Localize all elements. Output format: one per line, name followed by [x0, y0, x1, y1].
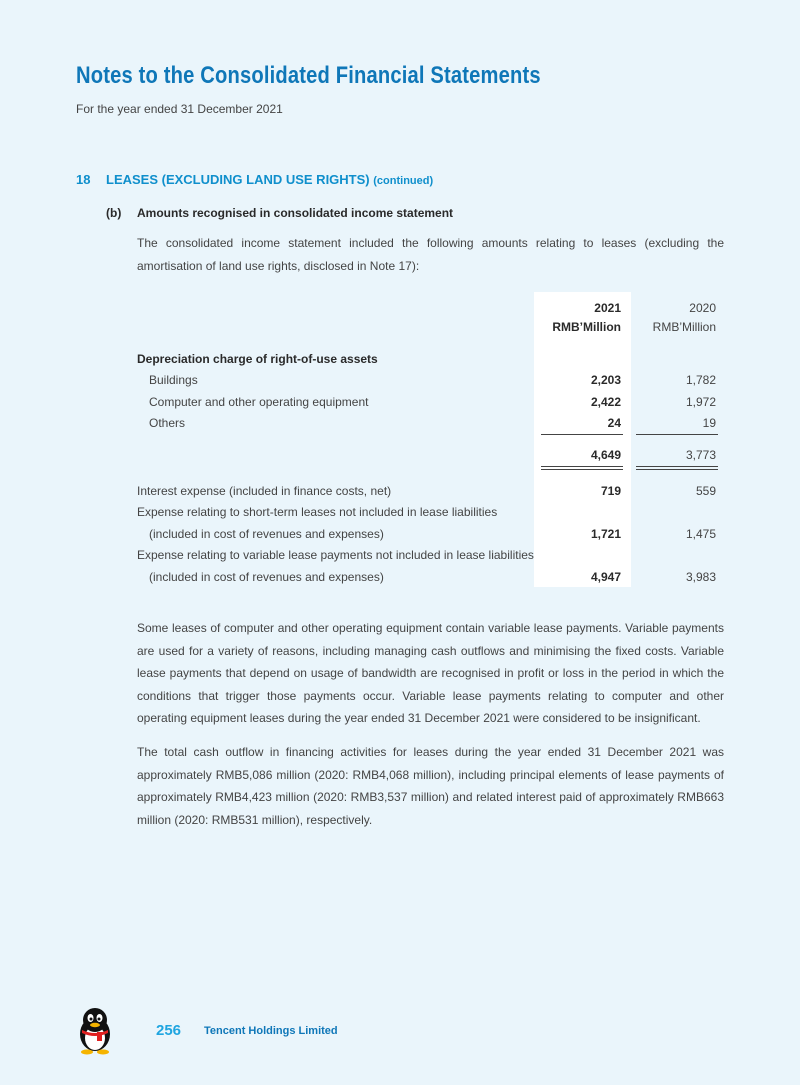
total-rule-2020-b [636, 469, 718, 470]
col-2020: 2020 [689, 301, 716, 315]
total-rule-2021-b [541, 469, 623, 470]
table-header-unit [137, 320, 724, 340]
value-2021: 719 [600, 484, 621, 498]
row-label: (included in cost of revenues and expenses) [149, 570, 384, 584]
value-2020: 1,475 [685, 527, 716, 541]
page-subtitle: For the year ended 31 December 2021 [76, 102, 283, 116]
table-row [137, 570, 724, 590]
variable-payments-paragraph: Some leases of computer and other operating equipment contain variable lease payments. Variable payments are used for a variety of reasons, including managing cash outflows and minimising the fixed costs. Variable lease payments that depend on usage of bandwidth are recognised in profit or loss in the period in which the conditions that trigger those payments occur. Variable lease payments relating to computer and other operating equipment leases during the year ended 31 December 2021 were considered to be insignificant. [137, 621, 724, 725]
unit-2020: RMB’Million [652, 320, 716, 334]
row-label: Expense relating to variable lease payments not included in lease liabilities [137, 548, 534, 562]
company-name: Tencent Holdings Limited [204, 1025, 338, 1037]
table-row [137, 527, 724, 547]
table-row [137, 373, 724, 393]
subtotal-rule-2021 [541, 434, 623, 435]
section-number: 18 [76, 172, 91, 187]
value-2020: 3,983 [685, 570, 716, 584]
table-row-total [137, 448, 724, 468]
table-row [137, 395, 724, 415]
value-2021: 2,203 [590, 373, 621, 387]
subsection-label: (b) [106, 206, 122, 220]
table-row [137, 352, 724, 372]
page-number: 256 [156, 1022, 182, 1039]
total-2020: 3,773 [685, 448, 716, 462]
table-row [137, 548, 724, 568]
table-row [137, 416, 724, 436]
table-row [137, 505, 724, 525]
intro-paragraph: The consolidated income statement included the following amounts relating to leases (excluding the amortisation of land use rights, disclosed in Note 17): [137, 236, 724, 273]
cash-outflow-paragraph: The total cash outflow in financing activities for leases during the year ended 31 December 2021 was approximately RMB5,086 million (2020: RMB4,068 million), including principal elements of lease payments of approximately RMB4,423 million (2020: RMB3,537 million) and related interest paid of approximately RMB663 million (2020: RMB531 million), respectively. [137, 745, 724, 827]
section-title: LEASES (EXCLUDING LAND USE RIGHTS) [106, 172, 370, 187]
value-2020: 1,782 [685, 373, 716, 387]
total-2021: 4,649 [590, 448, 621, 462]
total-rule-2020-a [636, 466, 718, 467]
row-label: Computer and other operating equipment [149, 395, 369, 409]
row-label: Expense relating to short-term leases not included in lease liabilities [137, 505, 498, 519]
subsection-title: Amounts recognised in consolidated income statement [137, 206, 454, 220]
row-label: Buildings [149, 373, 198, 387]
row-label: Depreciation charge of right-of-use assets [137, 352, 378, 366]
section-heading [76, 172, 433, 187]
value-2021: 2,422 [590, 395, 621, 409]
subsection-heading [106, 206, 453, 220]
page-title: Notes to the Consolidated Financial Statements [76, 62, 541, 89]
value-2021: 4,947 [590, 570, 621, 584]
value-2021: 1,721 [590, 527, 621, 541]
table-header-year [137, 301, 724, 321]
row-label: (included in cost of revenues and expenses) [149, 527, 384, 541]
value-2020: 1,972 [685, 395, 716, 409]
row-label: Interest expense (included in finance costs, net) [137, 484, 392, 498]
subtotal-rule-2020 [636, 434, 718, 435]
section-continued: (continued) [373, 175, 434, 187]
row-label: Others [149, 416, 186, 430]
table-row [137, 484, 724, 504]
qq-penguin-logo [74, 1005, 116, 1055]
value-2020: 559 [695, 484, 716, 498]
col-2021: 2021 [594, 301, 621, 315]
total-rule-2021-a [541, 466, 623, 467]
value-2020: 19 [702, 416, 716, 430]
unit-2021: RMB’Million [552, 320, 621, 334]
value-2021: 24 [607, 416, 621, 430]
